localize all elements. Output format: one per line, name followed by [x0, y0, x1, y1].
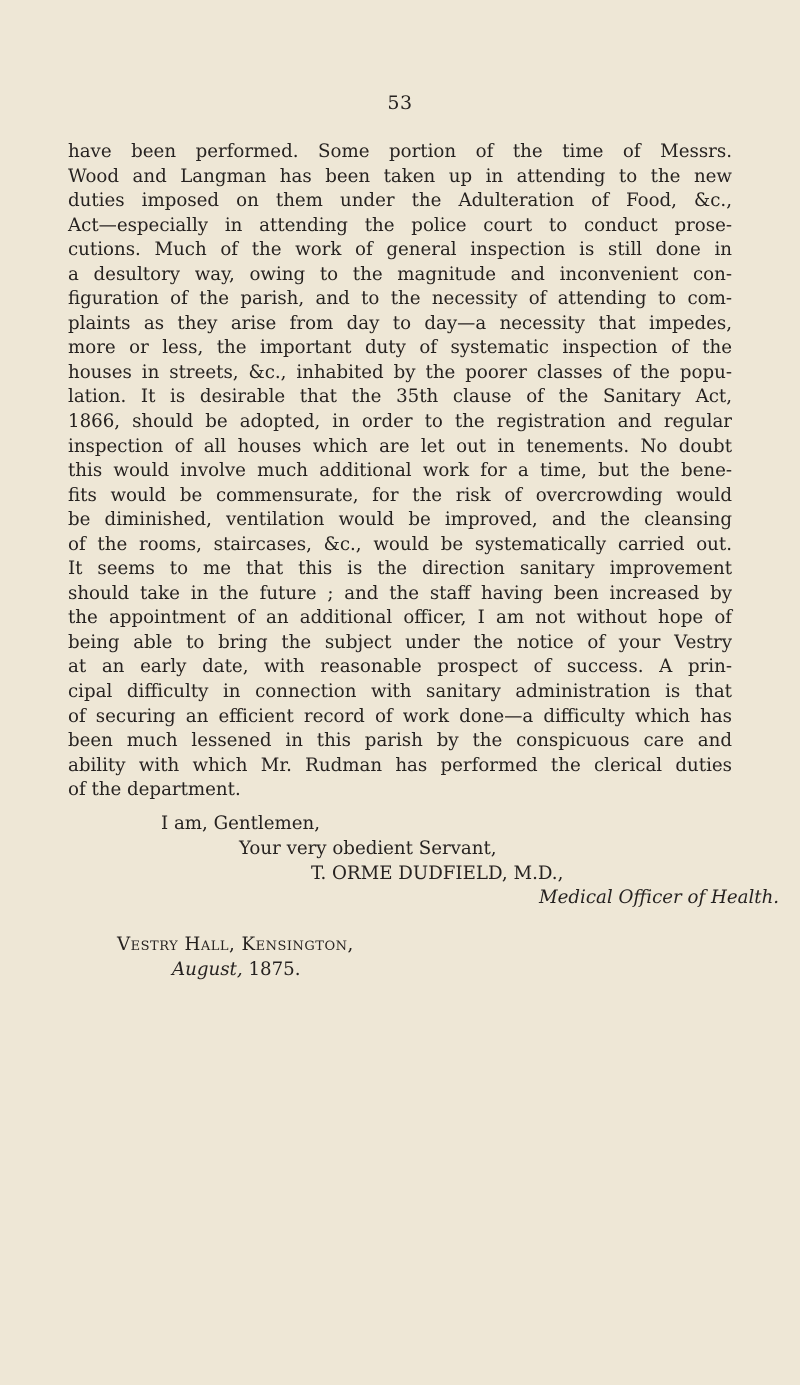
valediction: Your very obedient Servant,	[239, 838, 497, 859]
text-line: more or less, the important duty of systematic inspection of the	[68, 337, 732, 359]
salutation: I am, Gentlemen,	[161, 813, 321, 834]
text-line: duties imposed on them under the Adulteration of Food, &c.,	[68, 190, 732, 212]
text-line: should take in the future ; and the staff having been increased by	[68, 582, 732, 604]
page-number: 53	[387, 92, 413, 114]
signatory-title: Medical Officer of Health.	[539, 887, 780, 908]
text-line: of securing an efficient record of work done—a difficulty which has	[68, 705, 732, 727]
text-line: houses in streets, &c., inhabited by the poorer classes of the popu-	[68, 361, 732, 383]
text-line: plaints as they arise from day to day—a necessity that impedes,	[68, 312, 732, 334]
text-line: fits would be commensurate, for the risk of overcrowding would	[68, 484, 732, 506]
text-line: Wood and Langman has been taken up in attending to the new	[68, 165, 732, 187]
text-line: of the department.	[68, 779, 241, 801]
text-line: being able to bring the subject under the notice of your Vestry	[68, 631, 732, 653]
text-line: It seems to me that this is the direction sanitary improvement	[68, 558, 732, 580]
body-paragraph	[68, 140, 732, 803]
text-line: be diminished, ventilation would be improved, and the cleansing	[68, 509, 732, 531]
date	[172, 958, 301, 982]
text-line: have been performed. Some portion of the time of Messrs.	[68, 141, 732, 162]
text-line: cutions. Much of the work of general inspection is still done in	[68, 239, 732, 261]
text-line: lation. It is desirable that the 35th clause of the Sanitary Act,	[68, 386, 732, 408]
signature: T. ORME DUDFIELD, M.D.,	[311, 863, 564, 884]
text-line: 1866, should be adopted, in order to the registration and regular	[68, 411, 732, 433]
text-line: been much lessened in this parish by the conspicuous care and	[68, 730, 732, 752]
text-line: ability with which Mr. Rudman has performed the clerical duties	[68, 754, 732, 776]
text-line: cipal difficulty in connection with sanitary administration is that	[68, 681, 732, 703]
text-line: a desultory way, owing to the magnitude and inconvenient con-	[68, 263, 732, 285]
text-line: the appointment of an additional officer, I am not without hope of	[68, 607, 732, 629]
text-line: of the rooms, staircases, &c., would be systematically carried out.	[68, 533, 732, 555]
text-line: Act—especially in attending the police court to conduct prose-	[68, 214, 732, 236]
text-line: at an early date, with reasonable prospect of success. A prin-	[68, 656, 732, 678]
text-line: this would involve much additional work for a time, but the bene-	[68, 460, 732, 482]
text-line: inspection of all houses which are let out in tenements. No doubt	[68, 435, 732, 457]
address: Vestry Hall, Kensington,	[117, 934, 354, 955]
date-month: August,	[172, 959, 243, 980]
date-year: 1875.	[248, 959, 301, 980]
text-line: figuration of the parish, and to the necessity of attending to com-	[68, 288, 732, 310]
